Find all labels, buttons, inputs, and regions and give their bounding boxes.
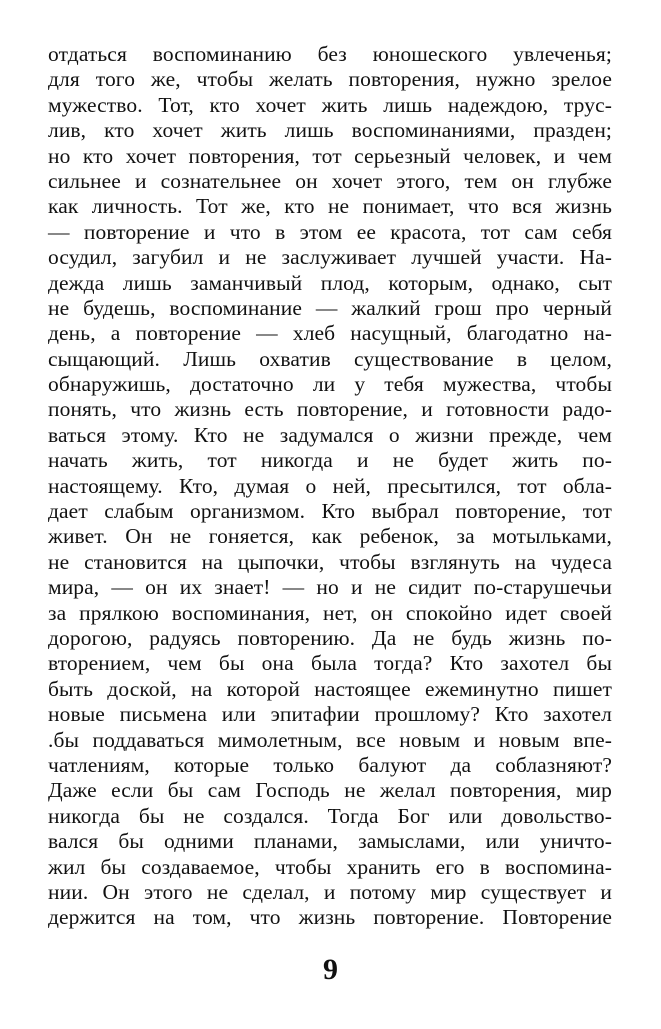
- text-line: сильнее и сознательнее он хочет этого, тем он глубже: [48, 168, 612, 193]
- text-line: быть доской, на которой настоящее ежеминутно пишет: [48, 676, 612, 701]
- text-line: Даже если бы сам Господь не желал повторения, мир: [48, 778, 612, 803]
- text-line: но кто хочет повторения, тот серьезный человек, и чем: [48, 143, 612, 168]
- text-line: мира, — он их знает! — но и не сидит по-старушечьи: [48, 575, 612, 600]
- text-line: ваться этому. Кто не задумался о жизни прежде, чем: [48, 422, 612, 447]
- text-line: осудил, загубил и не заслуживает лучшей участи. На-: [48, 245, 612, 270]
- text-line: чатлениям, которые только балуют да соблазняют?: [48, 752, 612, 777]
- text-line: живет. Он не гоняется, как ребенок, за мотыльками,: [48, 524, 612, 549]
- text-line: вторением, чем бы она была тогда? Кто захотел бы: [48, 651, 612, 676]
- text-line: как личность. Тот же, кто не понимает, что вся жизнь: [48, 194, 612, 219]
- text-line: сыщающий. Лишь охватив существование в целом,: [48, 346, 612, 371]
- text-line: жил бы создаваемое, чтобы хранить его в воспомина-: [48, 854, 612, 879]
- text-line: за прялкою воспоминания, нет, он спокойно идет своей: [48, 600, 612, 625]
- text-line: никогда бы не создался. Тогда Бог или довольство-: [48, 803, 612, 828]
- text-line: — повторение и что в этом ее красота, тот сам себя: [48, 219, 612, 244]
- text-line: .бы поддаваться мимолетным, все новым и новым впе-: [48, 727, 612, 752]
- text-line: начать жить, тот никогда и не будет жить по-: [48, 448, 612, 473]
- page-text-block: [48, 42, 612, 931]
- text-line: держится на том, что жизнь повторение. Повторение: [48, 905, 612, 930]
- text-line: понять, что жизнь есть повторение, и готовности радо-: [48, 397, 612, 422]
- text-line: отдаться воспоминанию без юношеского увлеченья;: [48, 42, 612, 66]
- text-line: настоящему. Кто, думая о ней, пресытился, тот обла-: [48, 473, 612, 498]
- text-line: новые письмена или эпитафии прошлому? Кто захотел: [48, 702, 612, 727]
- text-line: нии. Он этого не сделал, и потому мир существует и: [48, 879, 612, 904]
- text-line: не становится на цыпочки, чтобы взглянуть на чудеса: [48, 549, 612, 574]
- text-line: дорогою, радуясь повторению. Да не будь жизнь по-: [48, 625, 612, 650]
- text-line: дает слабым организмом. Кто выбрал повторение, тот: [48, 499, 612, 524]
- text-line: вался бы одними планами, замыслами, или уничто-: [48, 829, 612, 854]
- page-number: 9: [323, 953, 338, 986]
- text-line: для того же, чтобы желать повторения, нужно зрелое: [48, 67, 612, 92]
- text-line: мужество. Тот, кто хочет жить лишь надеждою, трус-: [48, 92, 612, 117]
- text-line: дежда лишь заманчивый плод, которым, однако, сыт: [48, 270, 612, 295]
- text-line: не будешь, воспоминание — жалкий грош про черный: [48, 295, 612, 320]
- text-line: день, а повторение — хлеб насущный, благодатно на-: [48, 321, 612, 346]
- text-line: обнаружишь, достаточно ли у тебя мужества, чтобы: [48, 372, 612, 397]
- text-line: лив, кто хочет жить лишь воспоминаниями, празден;: [48, 118, 612, 143]
